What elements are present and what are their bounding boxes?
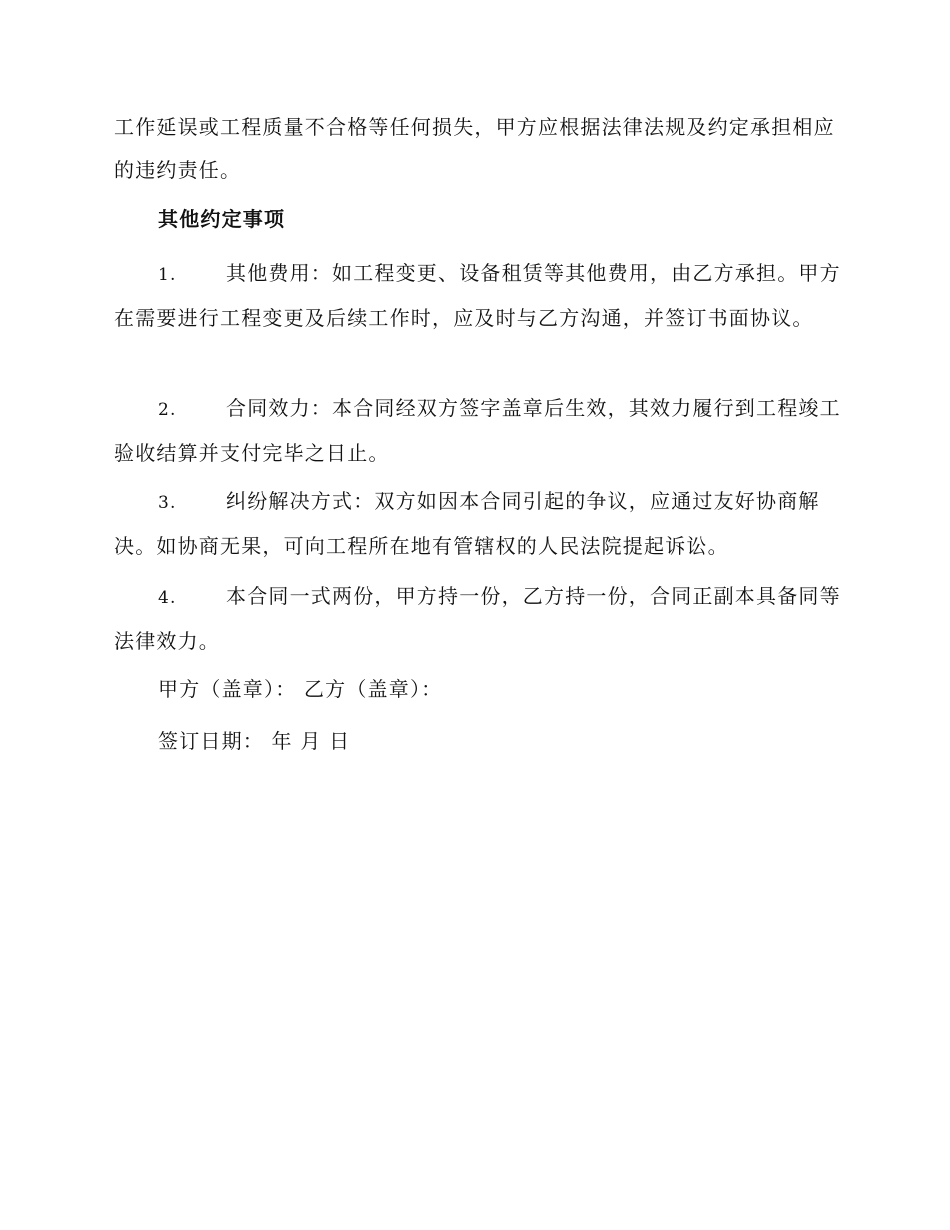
item-text: 纠纷解决方式：双方如因本合同引起的争议，应通过友好协商解决。如协商无果，可向工程所在地有管辖权的人民法院提起诉讼。 bbox=[114, 489, 820, 558]
section-title: 其他约定事项 bbox=[158, 207, 286, 231]
date-line: 签订日期： 年 月 日 bbox=[158, 729, 351, 753]
list-item bbox=[114, 480, 844, 568]
list-item bbox=[114, 387, 844, 475]
item-number: 3. bbox=[158, 493, 177, 513]
item-text: 本合同一式两份，甲方持一份，乙方持一份，合同正副本具备同等法律效力。 bbox=[114, 584, 841, 653]
item-text: 合同效力：本合同经双方签字盖章后生效，其效力履行到工程竣工验收结算并支付完毕之日止。 bbox=[114, 396, 841, 465]
list-item bbox=[114, 575, 844, 663]
item-text: 其他费用：如工程变更、设备租赁等其他费用，由乙方承担。甲方在需要进行工程变更及后续工作时，应及时与乙方沟通，并签订书面协议。 bbox=[114, 261, 841, 330]
item-number: 4. bbox=[158, 588, 177, 608]
continuation-paragraph: 工作延误或工程质量不合格等任何损失，甲方应根据法律法规及约定承担相应的违约责任。 bbox=[114, 115, 835, 182]
item-number: 1. bbox=[158, 265, 177, 285]
signature-line: 甲方（盖章）： 乙方（盖章）： bbox=[158, 677, 443, 701]
list-item bbox=[114, 252, 844, 340]
item-number: 2. bbox=[158, 400, 177, 420]
